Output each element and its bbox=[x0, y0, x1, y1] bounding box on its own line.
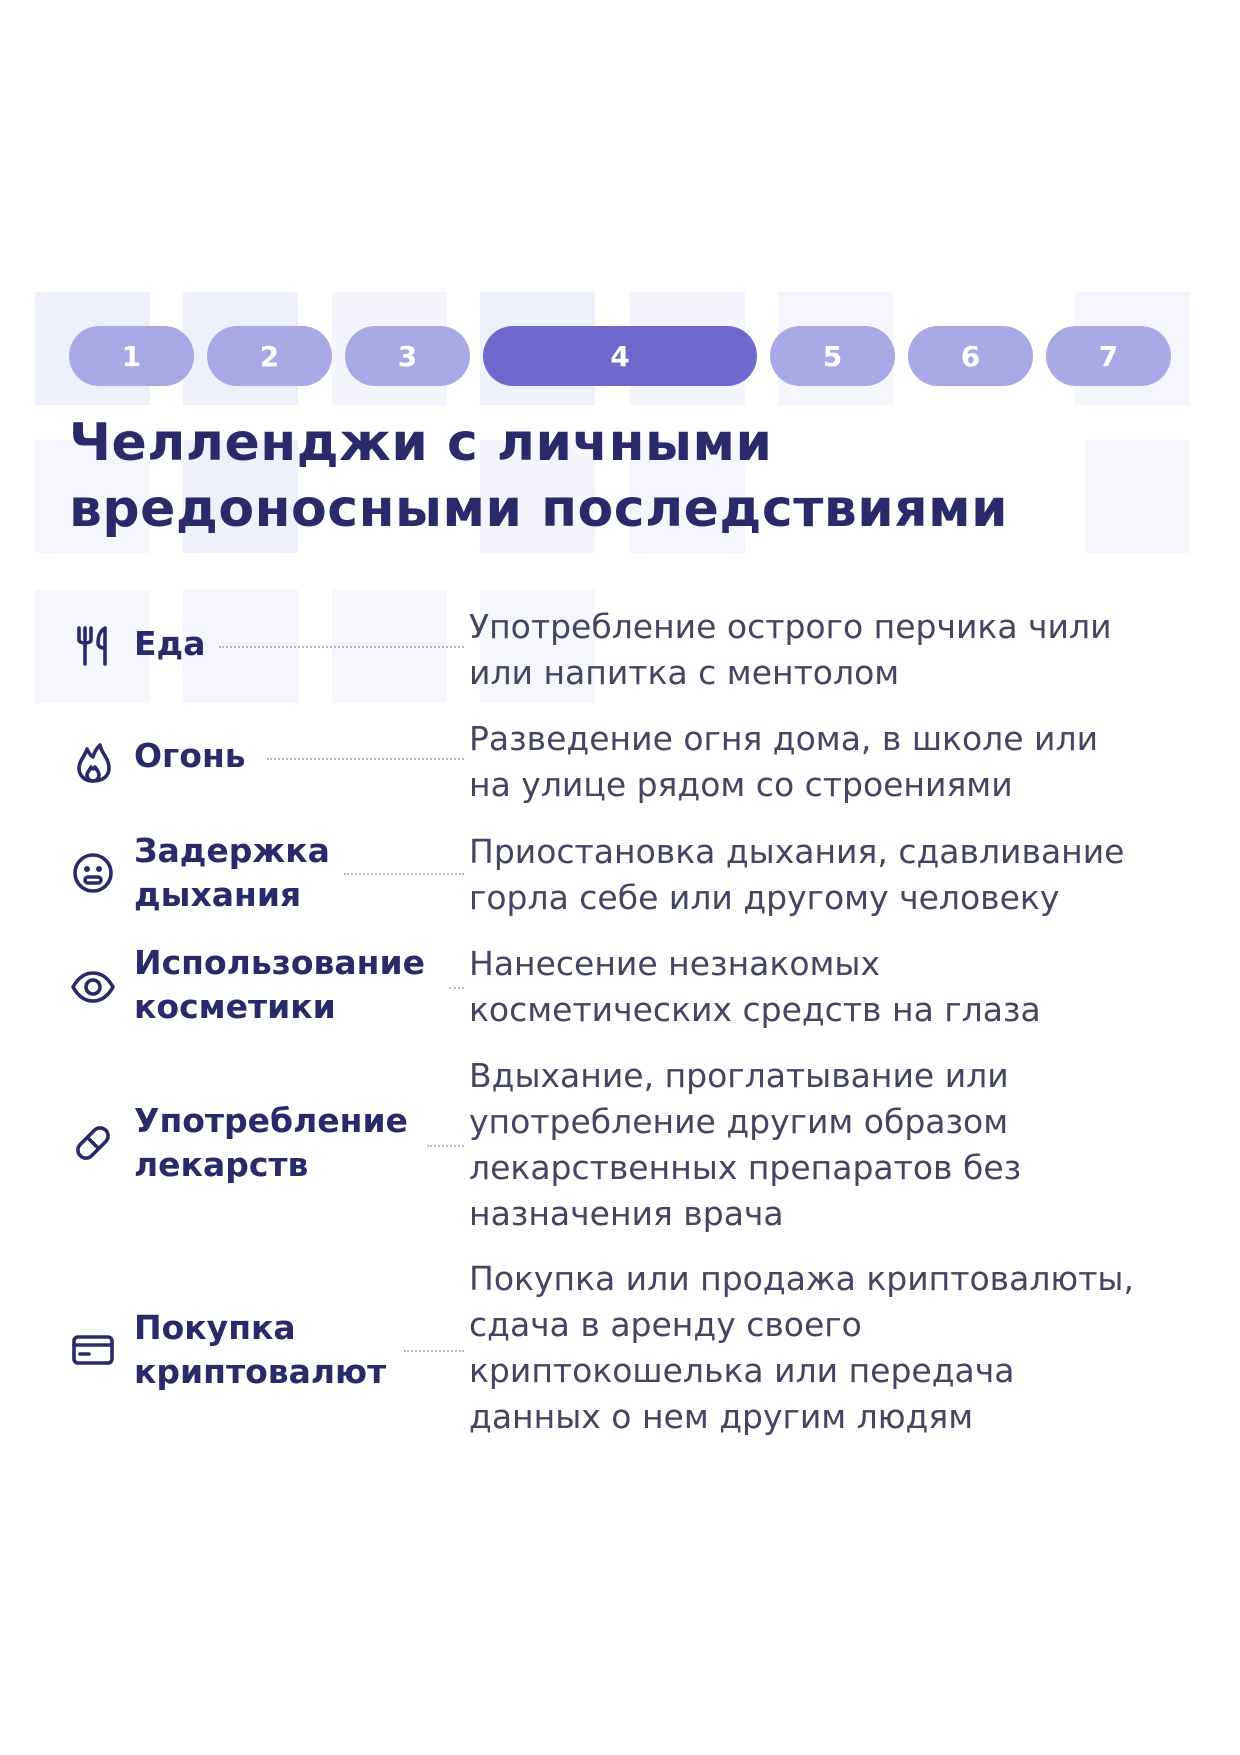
row-category: Еда bbox=[134, 624, 206, 663]
row-description: Нанесение незнакомых косметических средств на глаза bbox=[469, 944, 1041, 1029]
row-description: Приостановка дыхания, сдавливание горла себе или другому человеку bbox=[469, 832, 1125, 917]
step-pill-3[interactable]: 3 bbox=[345, 326, 470, 386]
step-pill-5[interactable]: 5 bbox=[770, 326, 895, 386]
card-icon bbox=[69, 1326, 117, 1374]
face-holding-breath-icon bbox=[69, 849, 117, 897]
step-indicator bbox=[69, 326, 1179, 386]
row-description: Употребление острого перчика чили или напитка с ментолом bbox=[469, 607, 1112, 692]
list-item-crypto bbox=[69, 1256, 1189, 1440]
step-pill-2[interactable]: 2 bbox=[207, 326, 332, 386]
list-item-fire bbox=[69, 716, 1189, 808]
title-line-2: вредоносными последствиями bbox=[69, 479, 1009, 539]
row-category: Задержка дыхания bbox=[134, 831, 330, 914]
page-title bbox=[69, 410, 1169, 542]
divider-dots bbox=[344, 873, 464, 875]
step-pill-6[interactable]: 6 bbox=[908, 326, 1033, 386]
row-category: Покупка криптовалют bbox=[134, 1308, 387, 1391]
list-item-medicine bbox=[69, 1053, 1189, 1237]
row-category: Огонь bbox=[134, 736, 246, 775]
step-pill-4-active[interactable]: 4 bbox=[483, 326, 757, 386]
list-item-food bbox=[69, 604, 1189, 696]
step-pill-1[interactable]: 1 bbox=[69, 326, 194, 386]
step-pill-7[interactable]: 7 bbox=[1046, 326, 1171, 386]
flame-icon bbox=[69, 738, 117, 786]
row-description: Покупка или продажа криптовалюты, сдача в аренду своего криптокошелька или передача данных о нем другим людям bbox=[469, 1259, 1134, 1436]
row-category: Использование косметики bbox=[134, 943, 425, 1026]
divider-dots bbox=[449, 987, 464, 989]
divider-dots bbox=[404, 1350, 464, 1352]
row-description: Вдыхание, проглатывание или употребление другим образом лекарственных препаратов без назначения врача bbox=[469, 1056, 1022, 1233]
pill-icon bbox=[69, 1119, 117, 1167]
list-item-breath-holding bbox=[69, 829, 1189, 921]
title-line-1: Челленджи с личными bbox=[69, 413, 773, 473]
eye-icon bbox=[69, 963, 117, 1011]
fork-knife-icon bbox=[69, 622, 117, 670]
divider-dots bbox=[219, 646, 464, 648]
row-description: Разведение огня дома, в школе или на улице рядом со строениями bbox=[469, 719, 1099, 804]
divider-dots bbox=[427, 1145, 464, 1147]
list-item-cosmetics bbox=[69, 941, 1189, 1033]
row-category: Употребление лекарств bbox=[134, 1101, 408, 1184]
divider-dots bbox=[267, 758, 464, 760]
